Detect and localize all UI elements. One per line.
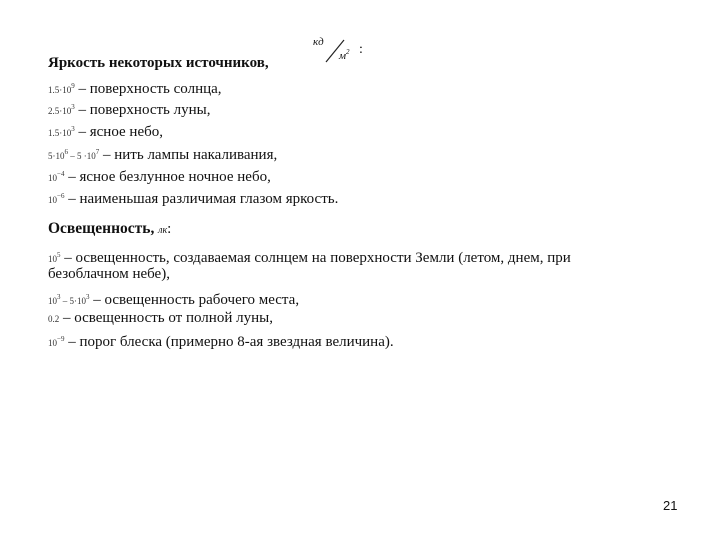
list-item — [48, 309, 273, 328]
list-item — [48, 120, 163, 142]
unit-denominator: $м^2$ — [339, 48, 350, 62]
illuminance-unit: лк — [158, 225, 168, 236]
item-text: – освещенность рабочего места, — [93, 292, 300, 308]
formula: 0.2 — [48, 314, 60, 324]
unit-colon: : — [167, 221, 172, 237]
formula: $10^5$ — [48, 251, 61, 264]
formula: $10^{-9}$ — [48, 335, 65, 348]
formula: $1.5\cdot 10^9$ — [48, 82, 75, 95]
unit-colon: : — [359, 42, 363, 57]
item-text: – поверхность солнца, — [78, 81, 222, 97]
formula: $10^3 - 5\cdot 10^3$ — [48, 293, 90, 306]
list-item — [48, 165, 271, 187]
formula: $5\cdot 10^6 - 5 \cdot 10^7$ — [48, 148, 100, 161]
item-text: – наименьшая различимая глазом яркость. — [68, 191, 339, 207]
page-number: 21 — [663, 498, 678, 513]
list-item — [48, 330, 394, 352]
item-text: – освещенность от полной луны, — [63, 310, 273, 326]
brightness-unit — [313, 36, 365, 66]
formula: $10^{-4}$ — [48, 170, 65, 183]
brightness-heading: Яркость некоторых источников, — [48, 55, 269, 71]
list-item — [48, 98, 210, 120]
list-item — [48, 187, 338, 209]
item-text: – освещенность, создаваемая солнцем на поверхности Земли (летом, днем, при — [64, 250, 571, 266]
list-item — [48, 265, 170, 283]
item-text: – нить лампы накаливания, — [103, 147, 278, 163]
list-item — [48, 77, 222, 99]
illuminance-header — [48, 220, 171, 240]
list-item — [48, 288, 299, 310]
formula: $2.5\cdot 10^3$ — [48, 103, 75, 116]
item-text: – ясное небо, — [78, 124, 163, 140]
formula: $1.5\cdot 10^3$ — [48, 125, 75, 138]
item-text: – порог блеска (примерно 8-ая звездная величина). — [68, 334, 394, 350]
list-item — [48, 143, 277, 165]
formula: $10^{-6}$ — [48, 192, 65, 205]
item-text: безоблачном небе), — [48, 266, 170, 282]
item-text: – ясное безлунное ночное небо, — [68, 169, 271, 185]
unit-numerator: кд — [313, 36, 324, 48]
illuminance-heading: Освещенность, — [48, 220, 155, 237]
item-text: – поверхность луны, — [78, 102, 211, 118]
